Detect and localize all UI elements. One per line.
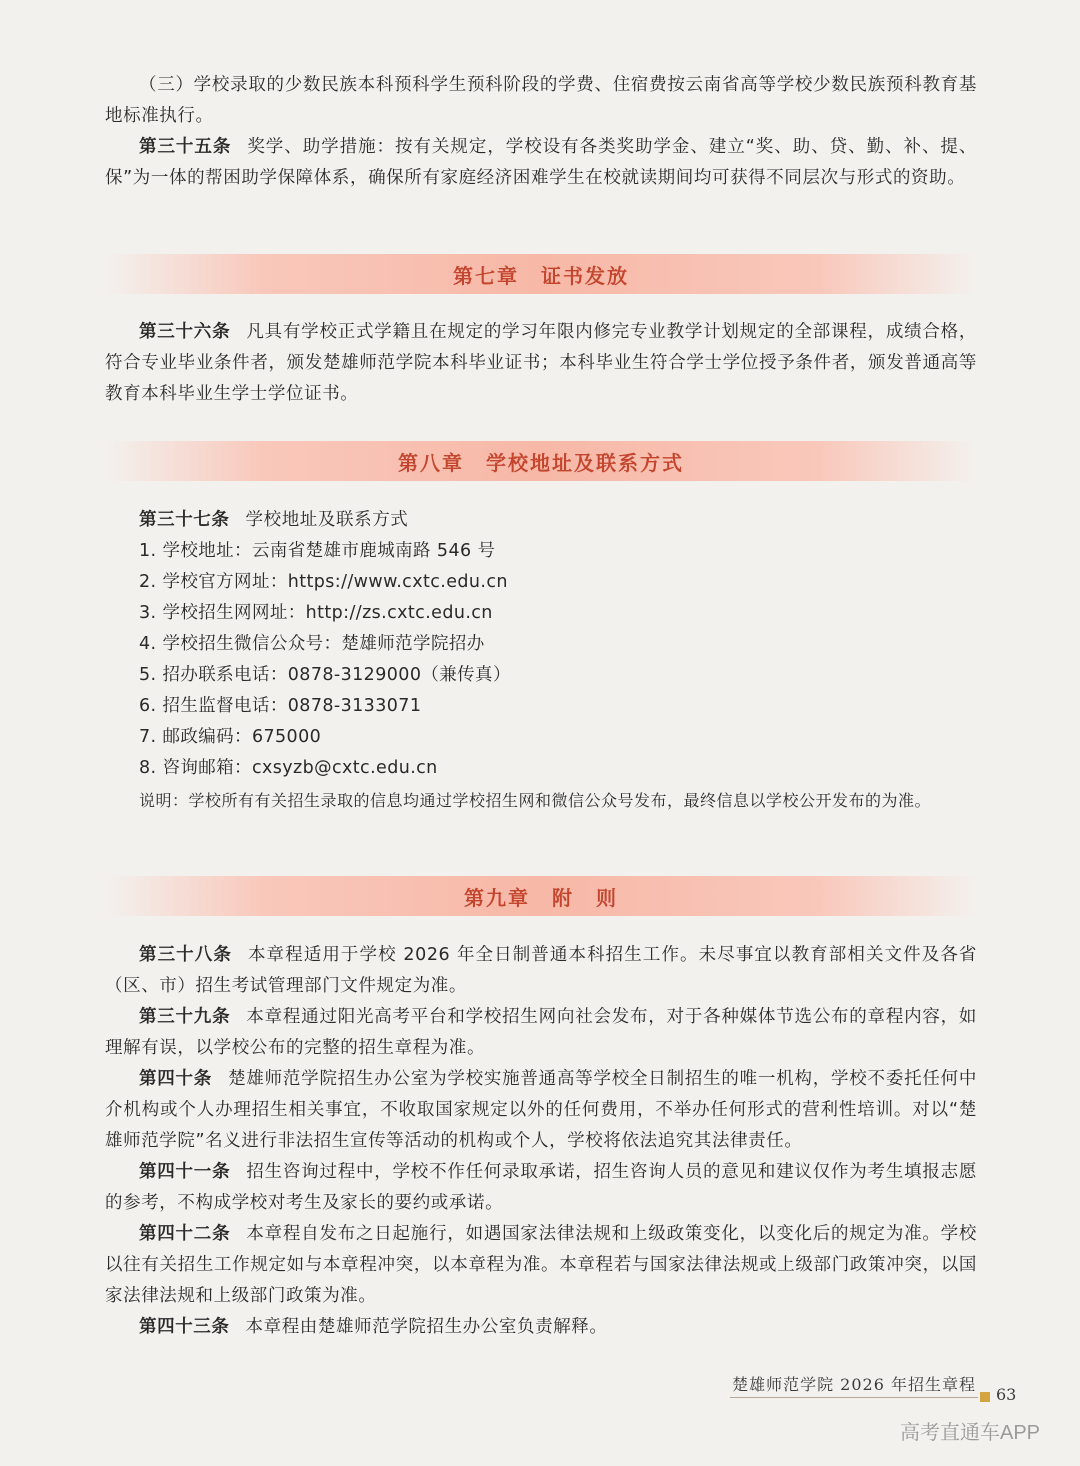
article-38 [105, 940, 977, 1002]
watermark: 高考直通车APP [900, 1422, 1041, 1444]
contact-email[interactable]: 8. 咨询邮箱：cxsyzb@cxtc.edu.cn [139, 758, 438, 778]
contact-admissions-site[interactable]: 3. 学校招生网网址：http://zs.cxtc.edu.cn [139, 603, 493, 623]
contact-address: 1. 学校地址：云南省楚雄市鹿城南路 546 号 [139, 541, 496, 561]
chapter-heading-7 [105, 254, 977, 294]
article-39 [105, 1002, 977, 1064]
footer-square-icon [980, 1392, 990, 1402]
article-label: 第三十八条 [139, 945, 232, 965]
article-41 [105, 1157, 977, 1219]
article-text: 本章程由楚雄师范学院招生办公室负责解释。 [245, 1317, 608, 1337]
article-37 [105, 505, 977, 536]
contact-note: 说明：学校所有有关招生录取的信息均通过学校招生网和微信公众号发布，最终信息以学校公开发布的为准。 [139, 791, 932, 810]
section-contact [105, 505, 977, 816]
article-42 [105, 1219, 977, 1312]
article-label: 第四十二条 [139, 1224, 231, 1244]
chapter-title: 第九章 附 则 [464, 885, 618, 910]
article-text: 学校地址及联系方式 [245, 510, 409, 530]
contact-wechat: 4. 学校招生微信公众号：楚雄师范学院招办 [139, 634, 485, 654]
article-text: 奖学、助学措施：按有关规定，学校设有各类奖助学金、建立“奖、助、贷、勤、补、提、保”为一体的帮困助学保障体系，确保所有家庭经济困难学生在校就读期间均可获得不同层次与形式的资助。 [105, 137, 977, 188]
article-text: 楚雄师范学院招生办公室为学校实施普通高等学校全日制招生的唯一机构，学校不委托任何中介机构或个人办理招生相关事宜，不收取国家规定以外的任何费用，不举办任何形式的营利性培训。对以“楚雄师范学院”名义进行非法招生宣传等活动的机构或个人，学校将依法追究其法律责任。 [105, 1069, 977, 1151]
article-label: 第四十一条 [139, 1162, 231, 1182]
article-text: 本章程适用于学校 2026 年全日制普通本科招生工作。未尽事宜以教育部相关文件及各省（区、市）招生考试管理部门文件规定为准。 [105, 945, 978, 996]
article-label: 第三十五条 [139, 137, 232, 157]
contact-website[interactable]: 2. 学校官方网址：https://www.cxtc.edu.cn [139, 572, 508, 592]
contact-postcode: 7. 邮政编码：675000 [139, 727, 322, 747]
chapter-title: 第八章 学校地址及联系方式 [398, 450, 684, 475]
section-supplementary [105, 940, 977, 1343]
article-text: 招生咨询过程中，学校不作任何录取承诺，招生咨询人员的意见和建议仅作为考生填报志愿的参考，不构成学校对考生及家长的要约或承诺。 [105, 1162, 978, 1213]
article-text: 本章程自发布之日起施行，如遇国家法律法规和上级政策变化，以变化后的规定为准。学校以往有关招生工作规定如与本章程冲突，以本章程为准。本章程若与国家法律法规或上级部门政策冲突，以国家法律法规和上级部门政策为准。 [105, 1224, 978, 1306]
paragraph-prep-fees: （三）学校录取的少数民族本科预科学生预科阶段的学费、住宿费按云南省高等学校少数民族预科教育基地标准执行。 [105, 75, 977, 126]
article-43 [105, 1312, 977, 1343]
article-label: 第三十九条 [139, 1007, 231, 1027]
page-number: 63 [996, 1385, 1017, 1404]
contact-supervision-phone: 6. 招生监督电话：0878-3133071 [139, 696, 422, 716]
footer-school-title: 楚雄师范学院 2026 年招生章程 [732, 1375, 976, 1394]
article-text: 凡具有学校正式学籍且在规定的学习年限内修完专业教学计划规定的全部课程，成绩合格，符合专业毕业条件者，颁发楚雄师范学院本科毕业证书；本科毕业生符合学士学位授予条件者，颁发普通高等教育本科毕业生学士学位证书。 [105, 322, 978, 404]
article-label: 第三十七条 [139, 510, 230, 530]
article-label: 第四十三条 [139, 1317, 230, 1337]
chapter-heading-9 [105, 876, 977, 916]
chapter-heading-8 [105, 441, 977, 481]
contact-phone: 5. 招办联系电话：0878-3129000（兼传真） [139, 665, 511, 685]
article-label: 第四十条 [139, 1069, 213, 1089]
article-36 [105, 317, 977, 410]
article-label: 第三十六条 [139, 322, 231, 342]
section-financial-aid [105, 70, 977, 194]
chapter-title: 第七章 证书发放 [453, 263, 629, 288]
article-35 [105, 132, 977, 194]
article-text: 本章程通过阳光高考平台和学校招生网向社会发布，对于各种媒体节选公布的章程内容，如理解有误，以学校公布的完整的招生章程为准。 [105, 1007, 978, 1058]
footer-divider [730, 1397, 978, 1398]
article-40 [105, 1064, 977, 1157]
section-certificates [105, 317, 977, 410]
